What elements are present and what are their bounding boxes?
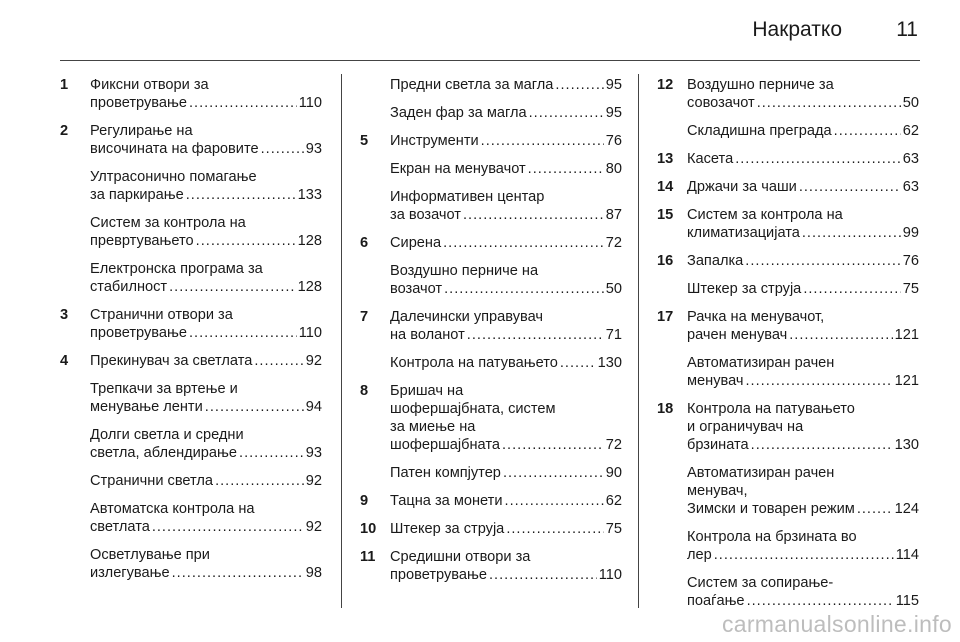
dot-leader — [834, 122, 901, 140]
dot-leader — [802, 224, 901, 242]
entry-text: совозачот — [687, 95, 755, 111]
page-reference: 121 — [894, 373, 919, 389]
entry-last-line — [390, 566, 622, 584]
page-title: Накратко — [752, 18, 842, 41]
index-entry — [60, 352, 322, 370]
index-entry — [60, 500, 322, 536]
dot-leader — [186, 186, 296, 204]
dot-leader — [189, 324, 297, 342]
index-entry — [360, 308, 622, 344]
dot-leader — [239, 444, 304, 462]
dot-leader — [481, 132, 604, 150]
callout-number: 17 — [657, 309, 674, 325]
index-entry — [360, 104, 622, 122]
entry-text-line: Трепкачи за вртење и — [90, 381, 238, 397]
entry-text: Држачи за чаши — [687, 179, 797, 195]
index-entry — [360, 492, 622, 510]
entry-last-line — [390, 464, 622, 482]
index-entry — [657, 354, 919, 390]
page-reference: 76 — [902, 253, 919, 269]
entry-text-line: Систем за контрола на — [90, 215, 246, 231]
index-entry — [360, 464, 622, 482]
index-entry — [360, 76, 622, 94]
dot-leader — [503, 464, 604, 482]
dot-leader — [505, 492, 604, 510]
callout-number: 9 — [360, 493, 369, 509]
index-entry — [657, 574, 919, 610]
page-reference: 124 — [894, 501, 919, 517]
index-entry — [360, 548, 622, 584]
callout-number: 18 — [657, 401, 674, 417]
index-entry — [360, 520, 622, 538]
entry-text: светла, аблендирање — [90, 445, 238, 461]
entry-text: рачен менувач — [687, 327, 788, 343]
entry-text-line: Осветлување при — [90, 547, 210, 563]
dot-leader — [529, 104, 604, 122]
index-entry — [60, 426, 322, 462]
entry-last-line — [390, 280, 622, 298]
entry-text: менувач — [687, 373, 744, 389]
entry-text-line: и ограничувач на — [687, 419, 804, 435]
page-reference: 110 — [298, 325, 322, 341]
entry-last-line — [90, 232, 322, 250]
page-reference: 92 — [305, 473, 322, 489]
entry-last-line — [90, 518, 322, 536]
dot-leader — [152, 518, 304, 536]
entry-text-line: Автоматизиран рачен — [687, 465, 835, 481]
index-entry — [360, 160, 622, 178]
dot-leader — [443, 234, 604, 252]
entry-text: Касета — [687, 151, 734, 167]
entry-last-line — [687, 500, 919, 518]
entry-text: менување ленти — [90, 399, 203, 415]
index-entry — [657, 76, 919, 112]
index-entry — [657, 252, 919, 270]
callout-number: 14 — [657, 179, 674, 195]
entry-text: Сирена — [390, 235, 442, 251]
entry-text: шофершајбната — [390, 437, 500, 453]
entry-text-line: Средишни отвори за — [390, 549, 531, 565]
index-entry — [360, 382, 622, 454]
dot-leader — [555, 76, 603, 94]
entry-text-line: Регулирање на — [90, 123, 193, 139]
entry-text-line: Странични отвори за — [90, 307, 233, 323]
dot-leader — [489, 566, 597, 584]
page-reference: 71 — [605, 327, 622, 343]
page-reference: 75 — [605, 521, 622, 537]
dot-leader — [215, 472, 304, 490]
entry-text: за возачот — [390, 207, 461, 223]
entry-last-line — [390, 160, 622, 178]
entry-text: стабилност — [90, 279, 168, 295]
callout-number: 16 — [657, 253, 674, 269]
page-reference: 90 — [605, 465, 622, 481]
entry-last-line — [687, 122, 919, 140]
page-reference: 121 — [894, 327, 919, 343]
callout-number: 13 — [657, 151, 674, 167]
dot-leader — [857, 500, 893, 518]
dot-leader — [745, 252, 900, 270]
page-reference: 76 — [605, 133, 622, 149]
index-entry — [60, 472, 322, 490]
dot-leader — [502, 436, 604, 454]
index-entry — [360, 188, 622, 224]
entry-last-line — [90, 278, 322, 296]
index-column-3 — [657, 76, 919, 620]
index-entry — [60, 260, 322, 296]
dot-leader — [528, 160, 604, 178]
entry-last-line — [90, 94, 322, 112]
entry-last-line — [687, 326, 919, 344]
entry-text-line: Електронска програма за — [90, 261, 263, 277]
entry-text-line: Контрола на брзината во — [687, 529, 857, 545]
index-entry — [60, 122, 322, 158]
page-reference: 99 — [902, 225, 919, 241]
page-reference: 95 — [605, 77, 622, 93]
callout-number: 10 — [360, 521, 377, 537]
page-reference: 63 — [902, 179, 919, 195]
dot-leader — [467, 326, 604, 344]
page-reference: 62 — [902, 123, 919, 139]
page-header — [60, 14, 920, 54]
callout-number: 4 — [60, 353, 69, 369]
dot-leader — [189, 94, 297, 112]
callout-number: 1 — [60, 77, 69, 93]
entry-text-line: Систем за сопирање- — [687, 575, 834, 591]
dot-leader — [751, 436, 893, 454]
index-entry — [60, 380, 322, 416]
callout-number: 5 — [360, 133, 369, 149]
dot-leader — [172, 564, 304, 582]
entry-text: на воланот — [390, 327, 465, 343]
dot-leader — [205, 398, 304, 416]
page-reference: 133 — [297, 187, 322, 203]
entry-text: проветрување — [90, 95, 187, 111]
index-entry — [60, 76, 322, 112]
column-divider-1 — [341, 74, 342, 608]
dot-leader — [789, 326, 892, 344]
entry-text: Патен компјутер — [390, 465, 501, 481]
page-reference: 92 — [305, 353, 322, 369]
entry-text: Штекер за струја — [390, 521, 505, 537]
entry-last-line — [687, 252, 919, 270]
entry-text: Запалка — [687, 253, 744, 269]
dot-leader — [444, 280, 604, 298]
entry-last-line — [687, 436, 919, 454]
entry-last-line — [90, 564, 322, 582]
entry-last-line — [390, 132, 622, 150]
entry-text-line: Воздушно перниче на — [390, 263, 539, 279]
dot-leader — [735, 150, 901, 168]
entry-text: проветрување — [390, 567, 487, 583]
dot-leader — [254, 352, 303, 370]
page-reference: 114 — [895, 547, 919, 563]
entry-text: Екран на менувачот — [390, 161, 526, 177]
entry-last-line — [687, 280, 919, 298]
entry-last-line — [390, 206, 622, 224]
dot-leader — [169, 278, 296, 296]
page-reference: 130 — [597, 355, 622, 371]
entry-last-line — [687, 592, 919, 610]
entry-text: Штекер за струја — [687, 281, 802, 297]
entry-text-line: Долги светла и средни — [90, 427, 244, 443]
entry-text-line: шофершајбната, систем — [390, 401, 556, 417]
entry-last-line — [90, 140, 322, 158]
page-reference: 93 — [305, 141, 322, 157]
entry-text: Тацна за монети — [390, 493, 503, 509]
dot-leader — [196, 232, 296, 250]
page-reference: 80 — [605, 161, 622, 177]
column-divider-2 — [638, 74, 639, 608]
page-reference: 87 — [605, 207, 622, 223]
entry-text: Прекинувач за светлата — [90, 353, 253, 369]
index-entry — [657, 280, 919, 298]
index-entry — [657, 206, 919, 242]
entry-text: Заден фар за магла — [390, 105, 527, 121]
page-reference: 130 — [894, 437, 919, 453]
index-entry — [360, 354, 622, 372]
index-entry — [657, 464, 919, 518]
page-reference: 110 — [298, 95, 322, 111]
entry-text-line: менувач, — [687, 483, 748, 499]
index-entry — [60, 214, 322, 250]
page-number: 11 — [896, 18, 918, 41]
entry-text: проветрување — [90, 325, 187, 341]
page-reference: 72 — [605, 437, 622, 453]
entry-last-line — [390, 234, 622, 252]
entry-last-line — [687, 94, 919, 112]
page-reference: 98 — [305, 565, 322, 581]
entry-last-line — [687, 372, 919, 390]
entry-text-line: за миење на — [390, 419, 476, 435]
dot-leader — [463, 206, 604, 224]
entry-last-line — [90, 324, 322, 342]
index-column-2 — [360, 76, 622, 594]
entry-text-line: Информативен центар — [390, 189, 545, 205]
index-entry — [360, 234, 622, 252]
entry-text-line: Далечински управувач — [390, 309, 543, 325]
entry-text: возачот — [390, 281, 443, 297]
entry-last-line — [687, 546, 919, 564]
entry-last-line — [90, 472, 322, 490]
entry-text-line: Воздушно перниче за — [687, 77, 834, 93]
page-reference: 115 — [895, 593, 919, 609]
entry-text: Предни светла за магла — [390, 77, 554, 93]
callout-number: 15 — [657, 207, 674, 223]
page-reference: 50 — [605, 281, 622, 297]
page-reference: 75 — [902, 281, 919, 297]
index-entry — [657, 178, 919, 196]
page-reference: 50 — [902, 95, 919, 111]
entry-text: Странични светла — [90, 473, 214, 489]
entry-text: светлата — [90, 519, 150, 535]
entry-last-line — [90, 444, 322, 462]
page-reference: 93 — [305, 445, 322, 461]
page-reference: 128 — [297, 233, 322, 249]
entry-last-line — [390, 492, 622, 510]
index-entry — [657, 150, 919, 168]
entry-text-line: Ултрасонично помагање — [90, 169, 257, 185]
dot-leader — [757, 94, 901, 112]
entry-text: височината на фаровите — [90, 141, 259, 157]
index-entry — [657, 308, 919, 344]
entry-text-line: Бришач на — [390, 383, 464, 399]
index-entry — [360, 132, 622, 150]
dot-leader — [746, 372, 893, 390]
entry-last-line — [390, 76, 622, 94]
entry-text-line: Систем за контрола на — [687, 207, 843, 223]
entry-text: за паркирање — [90, 187, 184, 203]
entry-text: Инструменти — [390, 133, 479, 149]
entry-text: Зимски и товарен режим — [687, 501, 855, 517]
entry-last-line — [390, 104, 622, 122]
entry-last-line — [687, 224, 919, 242]
entry-last-line — [90, 398, 322, 416]
page-reference: 62 — [605, 493, 622, 509]
entry-last-line — [687, 150, 919, 168]
page-reference: 110 — [598, 567, 622, 583]
index-column-1 — [60, 76, 322, 592]
page-reference: 95 — [605, 105, 622, 121]
index-entry — [60, 168, 322, 204]
dot-leader — [799, 178, 901, 196]
entry-text-line: Автоматска контрола на — [90, 501, 255, 517]
entry-text-line: Контрола на патувањето — [687, 401, 855, 417]
entry-text: брзината — [687, 437, 749, 453]
entry-text-line: Автоматизиран рачен — [687, 355, 835, 371]
dot-leader — [714, 546, 894, 564]
callout-number: 3 — [60, 307, 69, 323]
index-entry — [60, 546, 322, 582]
page-reference: 92 — [305, 519, 322, 535]
entry-last-line — [90, 186, 322, 204]
dot-leader — [506, 520, 603, 538]
watermark: carmanualsonline.info — [721, 611, 952, 637]
entry-last-line — [90, 352, 322, 370]
entry-text: излегување — [90, 565, 170, 581]
entry-text: лер — [687, 547, 712, 563]
callout-number: 11 — [360, 549, 376, 565]
callout-number: 7 — [360, 309, 369, 325]
index-entry — [657, 400, 919, 454]
entry-text-line: Фиксни отвори за — [90, 77, 209, 93]
page-reference: 128 — [297, 279, 322, 295]
entry-last-line — [390, 520, 622, 538]
entry-text: Контрола на патувањето — [390, 355, 558, 371]
dot-leader — [803, 280, 900, 298]
entry-text: превртувањето — [90, 233, 194, 249]
index-entry — [60, 306, 322, 342]
callout-number: 8 — [360, 383, 369, 399]
entry-text: климатизацијата — [687, 225, 800, 241]
entry-text-line: Рачка на менувачот, — [687, 309, 825, 325]
index-entry — [657, 528, 919, 564]
page-reference: 94 — [305, 399, 322, 415]
entry-last-line — [390, 326, 622, 344]
header-divider — [60, 60, 920, 61]
callout-number: 2 — [60, 123, 69, 139]
callout-number: 12 — [657, 77, 674, 93]
index-entry — [657, 122, 919, 140]
entry-text: Складишна преграда — [687, 123, 832, 139]
entry-last-line — [390, 436, 622, 454]
dot-leader — [261, 140, 304, 158]
dot-leader — [560, 354, 596, 372]
callout-number: 6 — [360, 235, 369, 251]
entry-last-line — [687, 178, 919, 196]
page-reference: 63 — [902, 151, 919, 167]
entry-last-line — [390, 354, 622, 372]
entry-text: поаѓање — [687, 593, 745, 609]
dot-leader — [747, 592, 894, 610]
page-reference: 72 — [605, 235, 622, 251]
index-entry — [360, 262, 622, 298]
